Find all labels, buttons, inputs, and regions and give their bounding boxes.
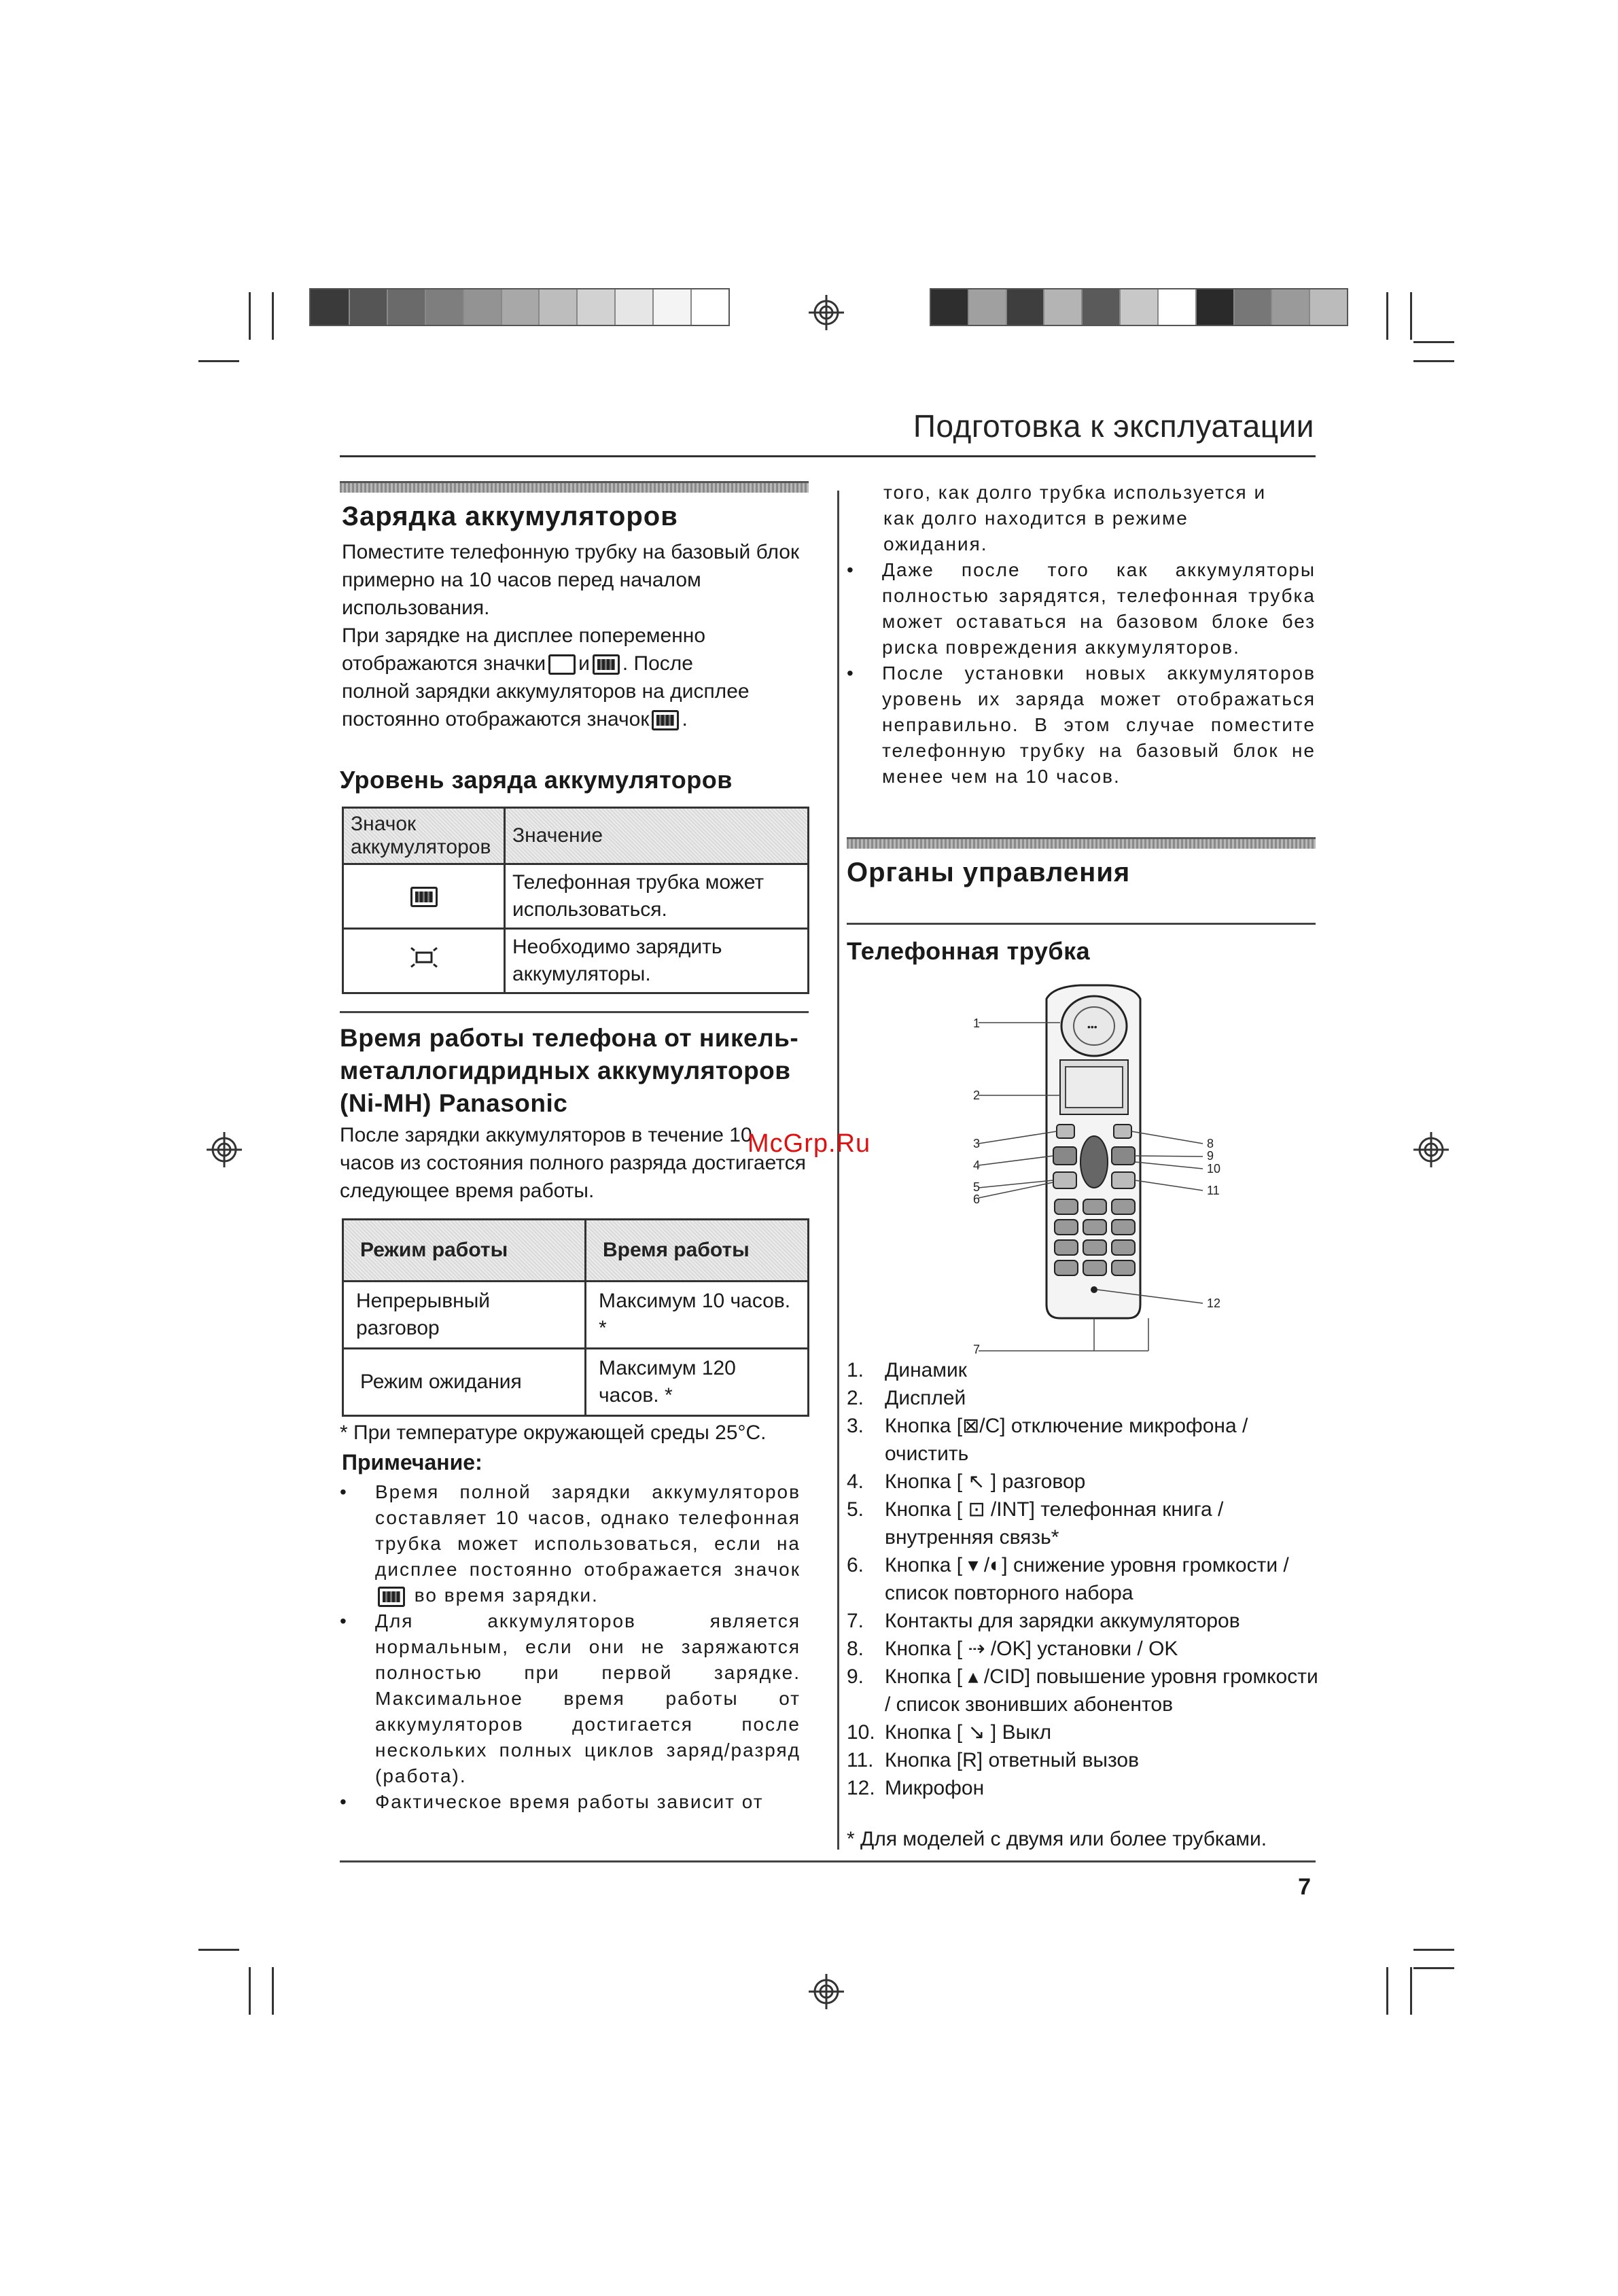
list-item: • Даже после того как аккумуляторы полностью зарядятся, телефонная трубка может оставаться на базовом блоке без риска повреждения аккумуляторов. xyxy=(847,557,1316,660)
section-rule xyxy=(340,1011,809,1013)
battery-note-list xyxy=(847,557,1316,790)
color-bar-left xyxy=(309,288,730,326)
handset-diagram xyxy=(958,978,1216,1359)
callout-label: 8 xyxy=(1207,1137,1214,1150)
list-item: 2. Дисплей xyxy=(847,1387,966,1409)
table-header: Значение xyxy=(505,808,809,864)
footer-rule xyxy=(340,1860,1316,1862)
list-item: 1. Динамик xyxy=(847,1359,967,1381)
color-bar-right xyxy=(930,288,1348,326)
callout-label: 6 xyxy=(973,1193,981,1206)
page-header-title: Подготовка к эксплуатации xyxy=(913,408,1314,444)
callout-label: 2 xyxy=(973,1089,981,1102)
callout-label: 11 xyxy=(1207,1184,1220,1197)
runtime-paragraph: После зарядки аккумуляторов в течение 10 часов из состояния полного разряда достигается следующее время работы. xyxy=(340,1124,806,1202)
list-item: • Время полной зарядки аккумуляторов составляет 10 часов, однако телефонная трубка может использоваться, если на дисплее постоянно отображается значок во время зарядки. xyxy=(340,1479,801,1608)
callout-label: 3 xyxy=(973,1137,981,1150)
charging-paragraph-2: При зарядке на дисплее попеременно отображаются значки и . После полной зарядки аккумуляторов на дисплее постоянно отображаются значок . xyxy=(342,624,750,730)
list-item: • После установки новых аккумуляторов уровень их заряда может отображаться неправильно. В этом случае поместите телефонную трубку на базовый блок не менее чем на 10 часов. xyxy=(847,660,1316,790)
watermark: McGrp.Ru xyxy=(748,1129,871,1158)
table-header: Режим работы xyxy=(343,1220,586,1282)
column-divider xyxy=(837,491,839,1850)
registration-mark-icon xyxy=(207,1132,242,1167)
list-item: 11. Кнопка [R] ответный вызов xyxy=(847,1749,1140,1771)
header-rule xyxy=(340,455,1316,457)
list-item: • Для аккумуляторов является нормальным, если они не заряжаются полностью при первой зарядке. Максимальное время работы от аккумуляторов достигается после нескольких полных циклов заряд/разряд (работа). xyxy=(340,1608,801,1789)
battery-level-table xyxy=(342,807,809,994)
section-title-handset: Телефонная трубка xyxy=(847,937,1091,965)
controls-footnote: * Для моделей с двумя или более трубками. xyxy=(847,1828,1267,1850)
note-list xyxy=(340,1479,801,1815)
list-item: 7. Контакты для зарядки аккумуляторов xyxy=(847,1610,1240,1632)
section-rule xyxy=(340,481,809,493)
table-header: Значок аккумуляторов xyxy=(343,808,505,864)
list-item: 4. Кнопка [ ↖ ] разговор xyxy=(847,1470,1086,1493)
svg-text:•••: ••• xyxy=(1087,1021,1097,1032)
battery-empty-icon xyxy=(548,654,576,675)
callout-label: 12 xyxy=(1207,1296,1221,1310)
table-row: Необходимо зарядить аккумуляторы. xyxy=(343,929,809,993)
callout-label: 5 xyxy=(973,1180,981,1194)
table-header: Время работы xyxy=(586,1220,809,1282)
battery-full-icon xyxy=(593,654,620,675)
table-row: Непрерывный разговор Максимум 10 часов. * xyxy=(343,1282,809,1349)
registration-mark-icon xyxy=(809,1974,844,2009)
controls-list xyxy=(847,1356,1322,1802)
runtime-table xyxy=(342,1218,809,1417)
note-title: Примечание: xyxy=(342,1450,482,1474)
section-rule xyxy=(847,837,1316,849)
callout-label: 4 xyxy=(973,1159,981,1172)
list-item: 12. Микрофон xyxy=(847,1777,985,1799)
runtime-footnote: * При температуре окружающей среды 25°C. xyxy=(340,1421,767,1444)
table-row: Режим ожидания Максимум 120 часов. * xyxy=(343,1349,809,1416)
battery-full-icon xyxy=(378,1587,405,1607)
section-title-battery-level: Уровень заряда аккумуляторов xyxy=(340,766,733,794)
registration-mark-icon xyxy=(1413,1132,1449,1167)
list-item: 3. Кнопка [⊠/C] отключение микрофона / очистить xyxy=(847,1415,1248,1465)
registration-mark-icon xyxy=(809,295,844,330)
callout-label: 7 xyxy=(973,1343,981,1356)
section-title-controls: Органы управления xyxy=(847,858,1131,887)
page-number: 7 xyxy=(1298,1874,1311,1900)
battery-full-icon xyxy=(410,887,438,907)
callout-label: 10 xyxy=(1207,1162,1221,1176)
section-title-charging: Зарядка аккумуляторов xyxy=(342,501,678,531)
callout-label: 9 xyxy=(1207,1149,1214,1163)
list-item: • Фактическое время работы зависит от xyxy=(340,1789,801,1815)
list-item: 10. Кнопка [ ↘ ] Выкл xyxy=(847,1721,1052,1744)
section-title-runtime: Время работы телефона от никель-металлогидридных аккумуляторов (Ni-MH) Panasonic xyxy=(340,1024,799,1117)
battery-full-icon xyxy=(652,710,679,730)
list-item: 9. Кнопка [ ▴ /CID] повышение уровня громкости / список звонивших абонентов xyxy=(847,1665,1318,1716)
list-item: 8. Кнопка [ ⇢ /OK] установки / OK xyxy=(847,1638,1178,1660)
list-item: 5. Кнопка [ ⊡ /INT] телефонная книга / внутренняя связь* xyxy=(847,1498,1224,1549)
charging-paragraph-1: Поместите телефонную трубку на базовый блок примерно на 10 часов перед началом использования. xyxy=(342,541,800,619)
section-rule xyxy=(847,923,1316,925)
battery-low-blinking-icon xyxy=(407,944,441,971)
callout-label: 1 xyxy=(973,1017,981,1030)
battery-note-continuation: того, как долго трубка используется и как долго находится в режиме ожидания. xyxy=(883,482,1267,554)
table-row: Телефонная трубка может использоваться. xyxy=(343,864,809,929)
list-item: 6. Кнопка [ ▾ /◐] снижение уровня громкости / список повторного набора xyxy=(847,1554,1289,1604)
